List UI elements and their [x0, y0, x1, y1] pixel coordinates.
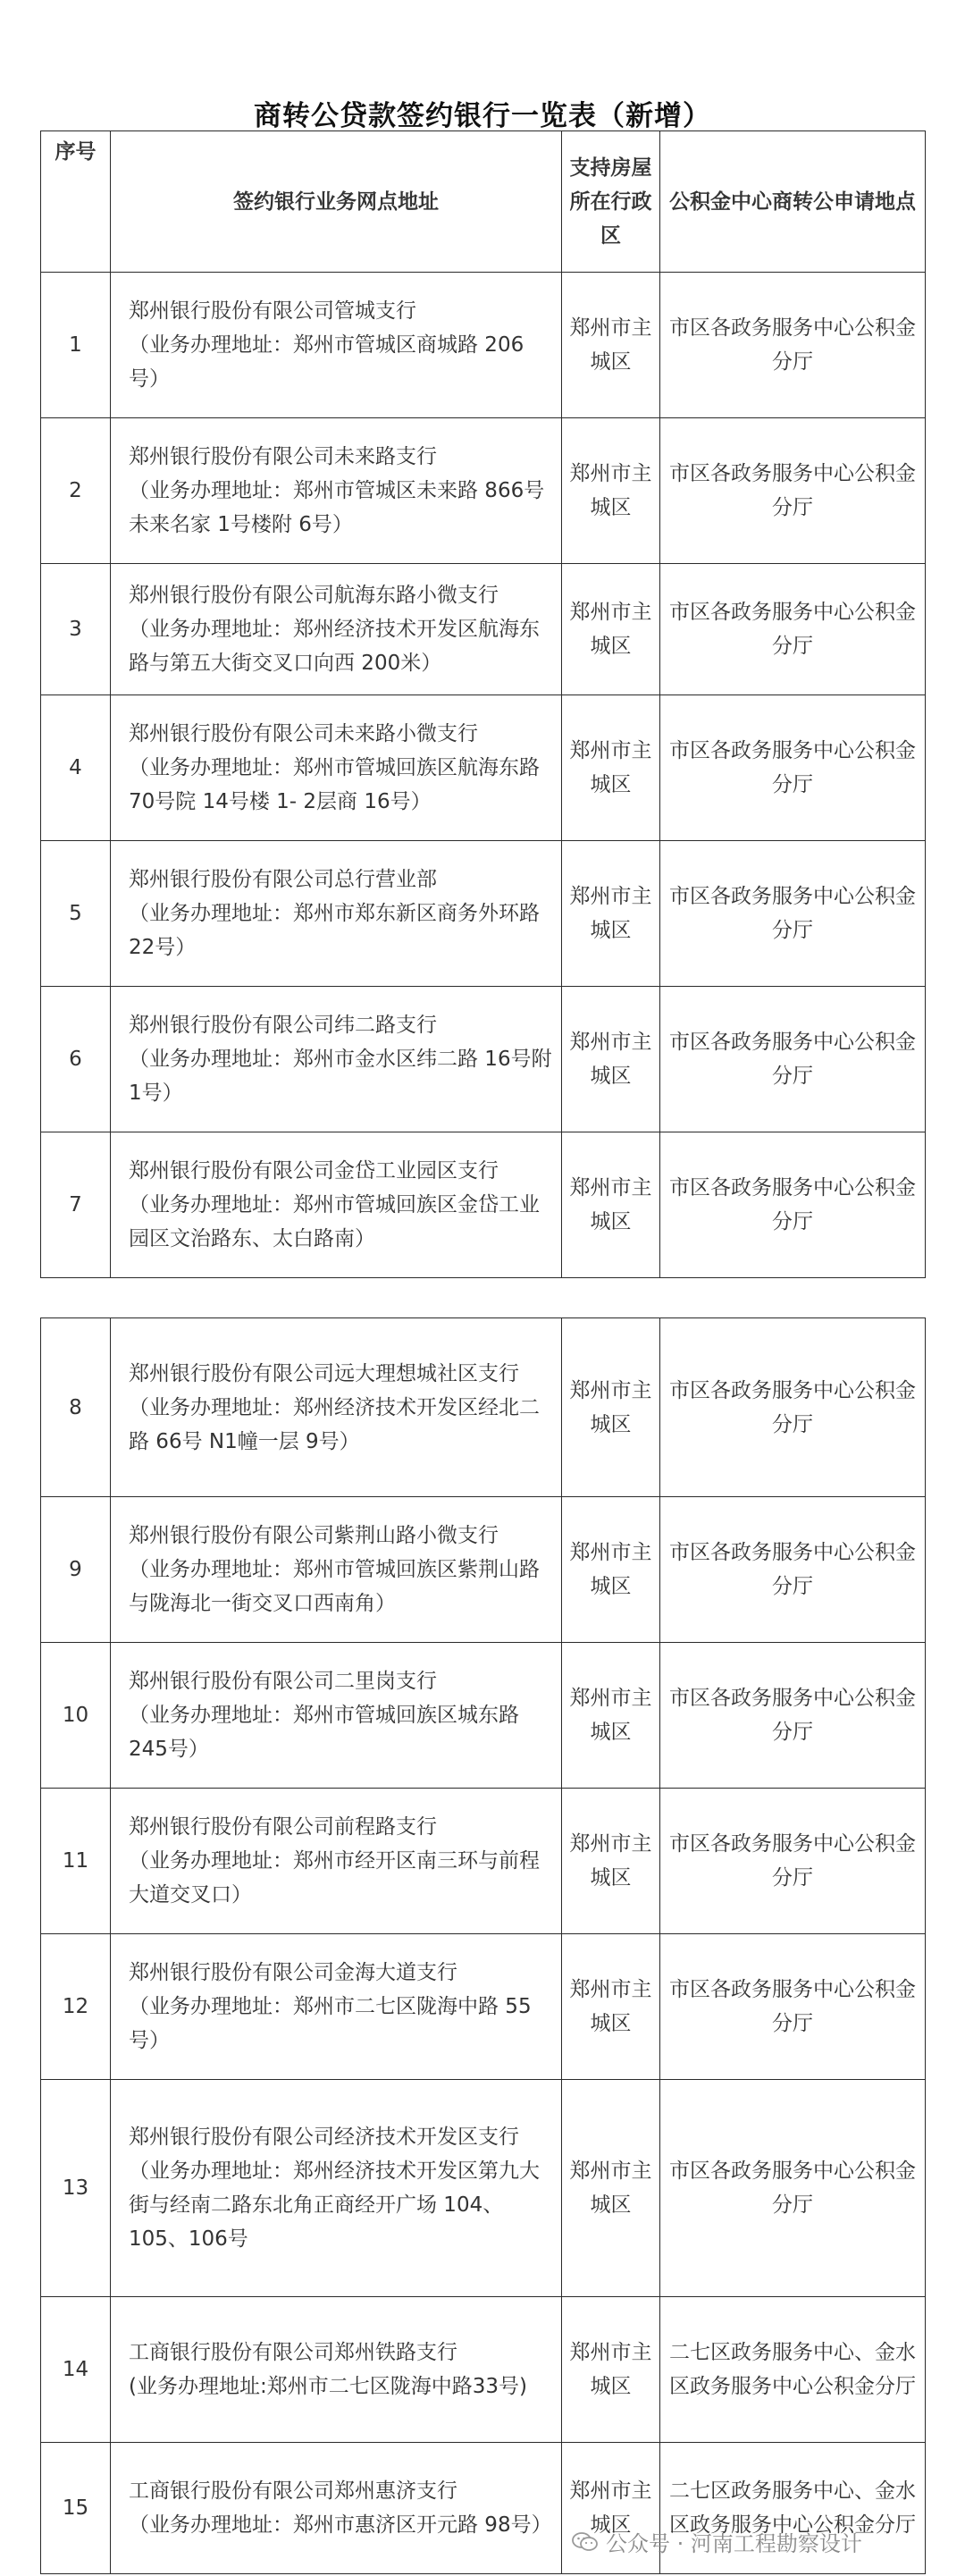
table-row [41, 987, 926, 1132]
bank-branch-cell [111, 1934, 562, 2080]
table-row [41, 1789, 926, 1934]
district-cell: 郑州市主城区 [562, 1497, 660, 1643]
row-index: 4 [41, 695, 111, 841]
bank-branch-cell [111, 1643, 562, 1789]
application-location-cell: 市区各政务服务中心公积金分厅 [660, 564, 926, 695]
header-area: 支持房屋所在行政区 [562, 131, 660, 273]
row-index: 15 [41, 2443, 111, 2574]
district-cell: 郑州市主城区 [562, 1132, 660, 1278]
bank-branch-cell [111, 695, 562, 841]
row-index: 12 [41, 1934, 111, 2080]
row-index: 7 [41, 1132, 111, 1278]
business-address: （业务办理地址：郑州市二七区陇海中路 55号） [129, 1995, 532, 2052]
application-location-cell: 市区各政务服务中心公积金分厅 [660, 695, 926, 841]
table-row [41, 695, 926, 841]
business-address: (业务办理地址:郑州市二七区陇海中路33号) [129, 2375, 527, 2398]
bank-name: 郑州银行股份有限公司纬二路支行 [129, 1014, 437, 1037]
bank-branch-cell [111, 1132, 562, 1278]
bank-branch-cell [111, 2297, 562, 2443]
bank-branch-cell [111, 273, 562, 418]
bank-name: 工商银行股份有限公司郑州铁路支行 [129, 2341, 457, 2364]
business-address: （业务办理地址：郑州市管城区未来路 866号未来名家 1号楼附 6号） [129, 479, 545, 536]
row-index: 13 [41, 2080, 111, 2297]
bank-branch-cell [111, 841, 562, 987]
application-location-cell: 二七区政务服务中心、金水区政务服务中心公积金分厅 [660, 2443, 926, 2574]
application-location-cell: 市区各政务服务中心公积金分厅 [660, 1132, 926, 1278]
application-location-cell: 市区各政务服务中心公积金分厅 [660, 1318, 926, 1497]
application-location-cell: 市区各政务服务中心公积金分厅 [660, 841, 926, 987]
table-row [41, 1132, 926, 1278]
district-cell: 郑州市主城区 [562, 418, 660, 564]
bank-name: 郑州银行股份有限公司管城支行 [129, 299, 416, 323]
watermark-text: 公众号 · 河南工程勘察设计 [606, 2531, 862, 2556]
business-address: （业务办理地址：郑州经济技术开发区经北二路 66号 N1幢一层 9号） [129, 1395, 540, 1453]
header-index: 序号 [41, 131, 111, 273]
table-row [41, 418, 926, 564]
bank-branch-cell [111, 418, 562, 564]
application-location-cell: 市区各政务服务中心公积金分厅 [660, 1789, 926, 1934]
business-address: （业务办理地址：郑州市惠济区开元路 98号） [129, 2513, 552, 2537]
header-location: 公积金中心商转公申请地点 [660, 131, 926, 273]
district-cell: 郑州市主城区 [562, 2297, 660, 2443]
row-index: 1 [41, 273, 111, 418]
row-index: 11 [41, 1789, 111, 1934]
row-index: 14 [41, 2297, 111, 2443]
bank-name: 郑州银行股份有限公司金岱工业园区支行 [129, 1159, 499, 1183]
business-address: （业务办理地址：郑州经济技术开发区第九大街与经南二路东北角正商经开广场 104、105、106号 [129, 2159, 540, 2251]
application-location-cell: 市区各政务服务中心公积金分厅 [660, 273, 926, 418]
application-location-cell: 市区各政务服务中心公积金分厅 [660, 418, 926, 564]
bank-branch-cell [111, 564, 562, 695]
table-row [41, 1318, 926, 1497]
bank-name: 郑州银行股份有限公司经济技术开发区支行 [129, 2126, 519, 2149]
bank-table-part-2 [40, 1317, 926, 2574]
header-address: 签约银行业务网点地址 [111, 131, 562, 273]
bank-name: 郑州银行股份有限公司远大理想城社区支行 [129, 1361, 519, 1385]
table-row [41, 273, 926, 418]
business-address: （业务办理地址：郑州市管城回族区城东路 245号） [129, 1704, 519, 1761]
row-index: 10 [41, 1643, 111, 1789]
application-location-cell: 市区各政务服务中心公积金分厅 [660, 987, 926, 1132]
row-index: 6 [41, 987, 111, 1132]
wechat-icon [572, 2531, 599, 2553]
header-row [41, 131, 926, 273]
row-index: 3 [41, 564, 111, 695]
row-index: 9 [41, 1497, 111, 1643]
bank-name: 郑州银行股份有限公司未来路支行 [129, 445, 437, 468]
table-row [41, 841, 926, 987]
business-address: （业务办理地址：郑州市经开区南三环与前程大道交叉口） [129, 1849, 540, 1907]
table-row [41, 1497, 926, 1643]
bank-name: 郑州银行股份有限公司金海大道支行 [129, 1961, 457, 1984]
business-address: （业务办理地址：郑州市管城回族区金岱工业园区文治路东、太白路南） [129, 1193, 540, 1250]
bank-name: 郑州银行股份有限公司紫荆山路小微支行 [129, 1524, 499, 1547]
district-cell: 郑州市主城区 [562, 273, 660, 418]
bank-branch-cell [111, 1789, 562, 1934]
table-row [41, 2297, 926, 2443]
business-address: （业务办理地址：郑州市郑东新区商务外环路 22号） [129, 902, 540, 959]
district-cell: 郑州市主城区 [562, 695, 660, 841]
bank-name: 郑州银行股份有限公司二里岗支行 [129, 1670, 437, 1693]
bank-name: 郑州银行股份有限公司未来路小微支行 [129, 722, 478, 745]
district-cell: 郑州市主城区 [562, 564, 660, 695]
bank-name: 郑州银行股份有限公司航海东路小微支行 [129, 584, 499, 607]
district-cell: 郑州市主城区 [562, 1643, 660, 1789]
table-row [41, 2080, 926, 2297]
application-location-cell: 市区各政务服务中心公积金分厅 [660, 1934, 926, 2080]
bank-table-part-1 [40, 130, 926, 1278]
row-index: 2 [41, 418, 111, 564]
bank-branch-cell [111, 2080, 562, 2297]
business-address: （业务办理地址：郑州市管城回族区紫荆山路与陇海北一街交叉口西南角） [129, 1558, 540, 1615]
row-index: 5 [41, 841, 111, 987]
bank-branch-cell [111, 1497, 562, 1643]
table-row [41, 1643, 926, 1789]
bank-branch-cell [111, 987, 562, 1132]
district-cell: 郑州市主城区 [562, 1789, 660, 1934]
district-cell: 郑州市主城区 [562, 841, 660, 987]
application-location-cell: 市区各政务服务中心公积金分厅 [660, 2080, 926, 2297]
application-location-cell: 市区各政务服务中心公积金分厅 [660, 1643, 926, 1789]
business-address: （业务办理地址：郑州市管城回族区航海东路 70号院 14号楼 1- 2层商 16号） [129, 756, 540, 813]
district-cell: 郑州市主城区 [562, 2080, 660, 2297]
bank-branch-cell [111, 2443, 562, 2574]
table-title: 商转公贷款签约银行一览表（新增） [254, 100, 711, 132]
application-location-cell: 二七区政务服务中心、金水区政务服务中心公积金分厅 [660, 2297, 926, 2443]
bank-branch-cell [111, 1318, 562, 1497]
bank-name: 郑州银行股份有限公司前程路支行 [129, 1815, 437, 1839]
application-location-cell: 市区各政务服务中心公积金分厅 [660, 1497, 926, 1643]
district-cell: 郑州市主城区 [562, 1934, 660, 2080]
business-address: （业务办理地址：郑州市金水区纬二路 16号附 1号） [129, 1048, 552, 1105]
business-address: （业务办理地址：郑州市管城区商城路 206号） [129, 333, 524, 391]
bank-name: 郑州银行股份有限公司总行营业部 [129, 868, 437, 891]
table-row [41, 1934, 926, 2080]
row-index: 8 [41, 1318, 111, 1497]
district-cell: 郑州市主城区 [562, 1318, 660, 1497]
business-address: （业务办理地址：郑州经济技术开发区航海东路与第五大街交叉口向西 200米） [129, 618, 540, 675]
bank-name: 工商银行股份有限公司郑州惠济支行 [129, 2479, 457, 2503]
watermark [572, 2526, 862, 2557]
district-cell: 郑州市主城区 [562, 987, 660, 1132]
district-cell: 郑州市主城区 [562, 2443, 660, 2574]
table-row [41, 564, 926, 695]
